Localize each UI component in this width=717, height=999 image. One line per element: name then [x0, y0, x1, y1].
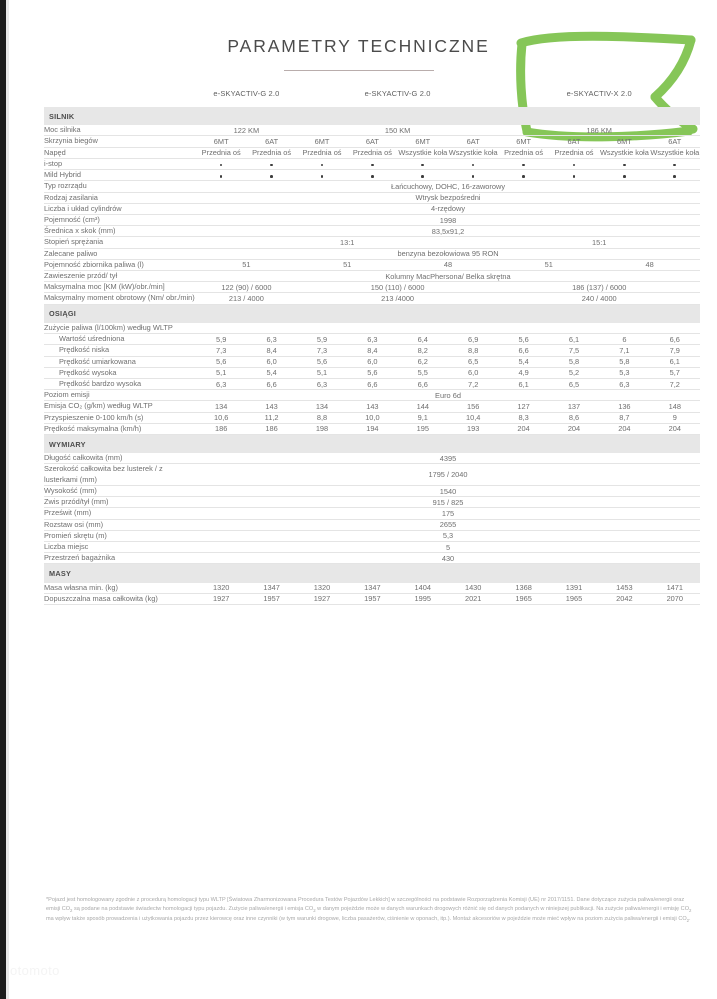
- bullet-icon: [673, 164, 676, 167]
- row-value-10: 7,9: [650, 345, 700, 356]
- page-title: PARAMETRY TECHNICZNE: [227, 36, 490, 56]
- row-value-7: 5,4: [498, 356, 548, 367]
- bullet-icon: [573, 164, 576, 167]
- table-row: [44, 453, 700, 464]
- row-value-8: 204: [549, 423, 599, 434]
- row-value-3: 7,3: [297, 345, 347, 356]
- row-value-group-2: 15:1: [498, 237, 700, 248]
- row-value-full: benzyna bezołowiowa 95 RON: [196, 248, 700, 259]
- row-label: Liczba i układ cylindrów: [44, 203, 196, 214]
- row-value-2: Przednia oś: [246, 147, 296, 158]
- bullet-icon: [321, 164, 324, 167]
- row-value-full: 1998: [196, 214, 700, 225]
- row-value-2: 11,2: [246, 412, 296, 423]
- row-value-4: 6AT: [347, 136, 397, 147]
- row-dot-7: [498, 158, 548, 169]
- row-value-3: 8,8: [297, 412, 347, 423]
- table-row: [44, 158, 700, 169]
- row-value-full: 1540: [196, 485, 700, 496]
- row-value-3: 5,1: [297, 367, 347, 378]
- row-value-3: 1320: [297, 583, 347, 594]
- bullet-icon: [421, 164, 424, 167]
- footnote: [46, 896, 694, 925]
- table-row: [44, 367, 700, 378]
- row-value-7: 6,6: [498, 345, 548, 356]
- row-label: Średnica x skok (mm): [44, 226, 196, 237]
- row-label: Przestrzeń bagażnika: [44, 553, 196, 564]
- row-value-group-3: 186 KM: [498, 125, 700, 136]
- row-value-9: 6,3: [599, 378, 649, 389]
- table-body: [44, 86, 700, 605]
- bullet-icon: [220, 175, 223, 178]
- row-label: Pojemność zbiornika paliwa (l): [44, 259, 196, 270]
- table-row: [44, 170, 700, 181]
- row-dot-1: [196, 158, 246, 169]
- table-row: [44, 553, 700, 564]
- row-value-4: 1957: [347, 593, 397, 604]
- table-row: [44, 334, 700, 345]
- row-dot-2: [246, 170, 296, 181]
- row-label: Pojemność (cm³): [44, 214, 196, 225]
- row-value-2: 6,6: [246, 378, 296, 389]
- table-row: [44, 181, 700, 192]
- row-value-6: 6AT: [448, 136, 498, 147]
- row-dot-6: [448, 158, 498, 169]
- table-row: [44, 378, 700, 389]
- row-label: Długość całkowita (mm): [44, 453, 196, 464]
- row-label: Wartość uśredniona: [44, 334, 196, 345]
- row-value-10: 9: [650, 412, 700, 423]
- row-value-8: 137: [549, 401, 599, 412]
- row-value-7: 127: [498, 401, 548, 412]
- table-row: [44, 271, 700, 282]
- row-label: Prędkość bardzo wysoka: [44, 378, 196, 389]
- row-value-1: 5,1: [196, 367, 246, 378]
- row-value-9: 8,7: [599, 412, 649, 423]
- table-row: [44, 345, 700, 356]
- row-value-group-2: 51: [297, 259, 398, 270]
- row-label: Zawieszenie przód/ tył: [44, 271, 196, 282]
- row-value-10: 7,2: [650, 378, 700, 389]
- row-value-9: 6MT: [599, 136, 649, 147]
- table-row: [44, 282, 700, 293]
- table-row: [44, 583, 700, 594]
- table-row: [44, 519, 700, 530]
- row-label: Prześwit (mm): [44, 508, 196, 519]
- row-value-1: 1320: [196, 583, 246, 594]
- row-value-7: 6,1: [498, 378, 548, 389]
- row-value-full: 5: [196, 542, 700, 553]
- table-row: [44, 293, 700, 304]
- row-value-10: 1471: [650, 583, 700, 594]
- technical-specifications-table: [44, 86, 700, 605]
- row-value-full: 4395: [196, 453, 700, 464]
- row-label: Przyspieszenie 0-100 km/h (s): [44, 412, 196, 423]
- row-value-full: 175: [196, 508, 700, 519]
- row-label: Zalecane paliwo: [44, 248, 196, 259]
- row-value-3: 5,9: [297, 334, 347, 345]
- row-value-group-1: 122 (90) / 6000: [196, 282, 297, 293]
- row-value-1: 134: [196, 401, 246, 412]
- row-value-1: 1927: [196, 593, 246, 604]
- row-value-1: 6,3: [196, 378, 246, 389]
- table-row: [44, 485, 700, 496]
- row-value-9: 5,8: [599, 356, 649, 367]
- row-value-9: 1453: [599, 583, 649, 594]
- table-row: [44, 464, 700, 485]
- row-label: Masa własna min. (kg): [44, 583, 196, 594]
- row-dot-5: [398, 170, 448, 181]
- row-dot-9: [599, 170, 649, 181]
- row-value-empty: [196, 323, 700, 334]
- row-value-9: 136: [599, 401, 649, 412]
- section-title: SILNIK: [44, 107, 700, 125]
- row-value-2: 186: [246, 423, 296, 434]
- row-dot-6: [448, 170, 498, 181]
- row-value-4: 6,6: [347, 378, 397, 389]
- table-row: [44, 248, 700, 259]
- bullet-icon: [321, 175, 324, 178]
- row-label: Zwis przód/tył (mm): [44, 497, 196, 508]
- row-value-7: 5,6: [498, 334, 548, 345]
- model-header-spacer: [44, 86, 196, 107]
- table-row: [44, 147, 700, 158]
- bullet-icon: [270, 175, 273, 178]
- row-dot-1: [196, 170, 246, 181]
- row-value-3: 5,6: [297, 356, 347, 367]
- table-row: [44, 390, 700, 401]
- table-row: [44, 323, 700, 334]
- row-value-6: 2021: [448, 593, 498, 604]
- row-value-group-1: 51: [196, 259, 297, 270]
- row-value-9: 204: [599, 423, 649, 434]
- row-value-3: 134: [297, 401, 347, 412]
- row-value-8: 6,1: [549, 334, 599, 345]
- row-value-2: 1347: [246, 583, 296, 594]
- row-value-group-3: 186 (137) / 6000: [498, 282, 700, 293]
- row-dot-8: [549, 158, 599, 169]
- row-label: Wysokość (mm): [44, 485, 196, 496]
- row-label: Skrzynia biegów: [44, 136, 196, 147]
- row-value-6: 6,9: [448, 334, 498, 345]
- footnote-text-1: *Pojazd jest homologowany zgodnie z procedurą homologacji typu WLTP [Światowa Zharmonizowana Procedura Testów Pojazdów Lekkich] w szczególności na podstawie Rozporządzenia Komisji (UE) nr 2017/1151. Dane dotyczące zużycia paliwa/energii oraz emisji CO: [46, 897, 685, 912]
- model-header-2: e-SKYACTIV-G 2.0: [364, 89, 431, 98]
- row-label: Moc silnika: [44, 125, 196, 136]
- row-value-8: 6AT: [549, 136, 599, 147]
- row-dot-7: [498, 170, 548, 181]
- row-value-1: 6MT: [196, 136, 246, 147]
- row-label: Napęd: [44, 147, 196, 158]
- row-value-2: 6,0: [246, 356, 296, 367]
- table-row: [44, 593, 700, 604]
- table-row: [44, 542, 700, 553]
- row-value-full: Kolumny MacPhersona/ Belka skrętna: [196, 271, 700, 282]
- row-label: Dopuszczalna masa całkowita (kg): [44, 593, 196, 604]
- row-value-group-3: 240 / 4000: [498, 293, 700, 304]
- bullet-icon: [472, 164, 475, 167]
- row-label: Typ rozrządu: [44, 181, 196, 192]
- section-title: WYMIARY: [44, 435, 700, 454]
- row-value-6: 10,4: [448, 412, 498, 423]
- row-value-group-2: 150 KM: [297, 125, 499, 136]
- row-value-group-4: 51: [498, 259, 599, 270]
- table-row: [44, 497, 700, 508]
- row-value-5: 9,1: [398, 412, 448, 423]
- table-row: [44, 226, 700, 237]
- footnote-sub-4: 2: [686, 918, 690, 924]
- row-value-group-1: 122 KM: [196, 125, 297, 136]
- section-header-silnik: [44, 107, 700, 125]
- row-value-3: 1927: [297, 593, 347, 604]
- row-value-full: 5,3: [196, 530, 700, 541]
- row-value-6: 6,5: [448, 356, 498, 367]
- table-row: [44, 530, 700, 541]
- row-value-6: 7,2: [448, 378, 498, 389]
- row-label: Maksymalny moment obrotowy (Nm/ obr./min): [44, 293, 195, 303]
- row-value-10: 5,7: [650, 367, 700, 378]
- row-value-5: 6,2: [398, 356, 448, 367]
- row-value-10: 2070: [650, 593, 700, 604]
- bullet-icon: [421, 175, 424, 178]
- row-value-5: 6,6: [398, 378, 448, 389]
- row-value-4: 1347: [347, 583, 397, 594]
- row-value-5: 144: [398, 401, 448, 412]
- row-value-9: Wszystkie koła: [599, 148, 649, 158]
- section-header-osiągi: [44, 304, 700, 323]
- row-value-10: Wszystkie koła: [650, 148, 700, 158]
- section-header-wymiary: [44, 435, 700, 454]
- row-value-group-1: 213 / 4000: [196, 293, 297, 304]
- row-value-full: Wtrysk bezpośredni: [196, 192, 700, 203]
- row-value-8: 7,5: [549, 345, 599, 356]
- row-label: Prędkość umiarkowana: [44, 356, 196, 367]
- section-title: OSIĄGI: [44, 304, 700, 323]
- row-dot-3: [297, 170, 347, 181]
- bullet-icon: [371, 175, 374, 178]
- table-row: [44, 259, 700, 270]
- row-value-10: 204: [650, 423, 700, 434]
- row-value-group-2: 213 /4000: [297, 293, 499, 304]
- row-label: Szerokość całkowita bez lusterek / z lusterkami (mm): [44, 464, 196, 485]
- bullet-icon: [220, 164, 223, 167]
- row-dot-8: [549, 170, 599, 181]
- row-value-4: 143: [347, 401, 397, 412]
- row-dot-10: [650, 170, 700, 181]
- row-value-7: 6MT: [498, 136, 548, 147]
- row-dot-2: [246, 158, 296, 169]
- row-value-9: 5,3: [599, 367, 649, 378]
- row-value-2: 6AT: [246, 136, 296, 147]
- row-value-6: 1430: [448, 583, 498, 594]
- row-value-8: 8,6: [549, 412, 599, 423]
- row-value-3: Przednia oś: [297, 147, 347, 158]
- row-label: Mild Hybrid: [44, 170, 196, 181]
- table-row: [44, 125, 700, 136]
- footnote-text-4: ma wpływ także sposób prowadzenia i użytkowania pojazdu przez kierowcę oraz inne czynniki (w tym warunki drogowe, liczba pasażerów, ciśnienie w oponach, itp.). Montaż akcesoriów w pojeździe może mieć wpływ na poziom zużycia paliwa/energii i emisji CO: [46, 916, 687, 923]
- row-value-6: 6,0: [448, 367, 498, 378]
- row-value-1: 10,6: [196, 412, 246, 423]
- row-value-2: 1957: [246, 593, 296, 604]
- table-row: [44, 401, 700, 412]
- row-value-7: Przednia oś: [498, 147, 548, 158]
- row-value-7: 1965: [498, 593, 548, 604]
- row-value-10: 6AT: [650, 136, 700, 147]
- row-value-5: 5,5: [398, 367, 448, 378]
- row-value-4: 6,3: [347, 334, 397, 345]
- row-value-10: 6,1: [650, 356, 700, 367]
- row-value-4: 8,4: [347, 345, 397, 356]
- watermark: otomoto: [10, 963, 60, 978]
- row-value-full: 915 / 825: [196, 497, 700, 508]
- page-left-edge-inner: [6, 0, 9, 999]
- row-label: Zużycie paliwa (l/100km) według WLTP: [44, 323, 196, 334]
- row-value-7: 204: [498, 423, 548, 434]
- bullet-icon: [371, 164, 374, 167]
- row-value-full: Łańcuchowy, DOHC, 16-zaworowy: [196, 181, 700, 192]
- row-label: Prędkość niska: [44, 345, 196, 356]
- row-label: i-stop: [44, 158, 196, 169]
- row-value-5: 6MT: [398, 136, 448, 147]
- row-value-3: 198: [297, 423, 347, 434]
- row-value-9: 6: [599, 334, 649, 345]
- model-header-3: e-SKYACTIV-X 2.0: [566, 89, 632, 98]
- row-dot-9: [599, 158, 649, 169]
- row-dot-5: [398, 158, 448, 169]
- footnote-sub-1: 2: [70, 908, 73, 914]
- table-row: [44, 356, 700, 367]
- row-value-5: 8,2: [398, 345, 448, 356]
- table-row: [44, 192, 700, 203]
- row-value-8: 1391: [549, 583, 599, 594]
- footnote-text-3: w danym pojeździe może w danych warunkach drogowych różnić się od danych podanych w niniejszej publikacji. Na zużycie paliwa/energii i emisję CO: [315, 905, 690, 912]
- row-label: Rozstaw osi (mm): [44, 519, 196, 530]
- row-value-4: 6,0: [347, 356, 397, 367]
- row-value-8: 5,8: [549, 356, 599, 367]
- bullet-icon: [623, 175, 626, 178]
- row-value-4: Przednia oś: [347, 147, 397, 158]
- row-value-6: 156: [448, 401, 498, 412]
- row-value-8: 5,2: [549, 367, 599, 378]
- model-header-1: e-SKYACTIV-G 2.0: [213, 89, 280, 98]
- table-row: [44, 214, 700, 225]
- row-label: Stopień sprężania: [44, 237, 196, 248]
- row-value-full: 83,5x91,2: [196, 226, 700, 237]
- row-value-3: 6,3: [297, 378, 347, 389]
- row-value-7: 8,3: [498, 412, 548, 423]
- footnote-sub-2: 2: [313, 908, 316, 914]
- section-header-masy: [44, 564, 700, 583]
- row-value-6: 193: [448, 423, 498, 434]
- row-dot-3: [297, 158, 347, 169]
- table-row: [44, 423, 700, 434]
- row-value-5: 195: [398, 423, 448, 434]
- row-value-1: 5,6: [196, 356, 246, 367]
- row-value-full: 2655: [196, 519, 700, 530]
- footnote-text-2: są podane na podstawie świadectw homologacji typu pojazdu. Zużycie paliwa/energii i emisja CO: [72, 905, 314, 912]
- row-value-10: 148: [650, 401, 700, 412]
- row-value-group-1: 13:1: [196, 237, 498, 248]
- bullet-icon: [573, 175, 576, 178]
- bullet-icon: [472, 175, 475, 178]
- row-value-6: 8,8: [448, 345, 498, 356]
- row-value-full: 1795 / 2040: [196, 464, 700, 485]
- row-value-7: 1368: [498, 583, 548, 594]
- bullet-icon: [673, 175, 676, 178]
- row-value-2: 6,3: [246, 334, 296, 345]
- row-value-1: 5,9: [196, 334, 246, 345]
- table-row: [44, 136, 700, 147]
- bullet-icon: [522, 175, 525, 178]
- row-label: Prędkość maksymalna (km/h): [44, 423, 196, 434]
- row-value-5: Wszystkie koła: [398, 148, 448, 158]
- row-value-6: Wszystkie koła: [448, 148, 498, 158]
- row-label: Rodzaj zasilania: [44, 192, 196, 203]
- table-row: [44, 203, 700, 214]
- row-value-1: 186: [196, 423, 246, 434]
- row-value-5: 1995: [398, 593, 448, 604]
- row-label: Liczba miejsc: [44, 542, 196, 553]
- row-value-full: 430: [196, 553, 700, 564]
- table-row: [44, 237, 700, 248]
- row-value-full: 4-rzędowy: [196, 203, 700, 214]
- title-divider: [284, 70, 434, 71]
- row-value-5: 1404: [398, 583, 448, 594]
- row-label: Promień skrętu (m): [44, 530, 196, 541]
- row-value-full: Euro 6d: [196, 390, 700, 401]
- row-value-group-2: 150 (110) / 6000: [297, 282, 499, 293]
- bullet-icon: [270, 164, 273, 167]
- model-header-row: [44, 86, 700, 107]
- row-value-3: 6MT: [297, 136, 347, 147]
- row-value-1: Przednia oś: [196, 147, 246, 158]
- row-value-1: 7,3: [196, 345, 246, 356]
- row-label: Emisja CO₂ (g/km) według WLTP: [44, 401, 196, 412]
- row-value-8: 6,5: [549, 378, 599, 389]
- row-value-9: 7,1: [599, 345, 649, 356]
- row-value-10: 6,6: [650, 334, 700, 345]
- row-value-group-5: 48: [599, 259, 700, 270]
- row-value-9: 2042: [599, 593, 649, 604]
- row-value-2: 8,4: [246, 345, 296, 356]
- row-label: Poziom emisji: [44, 390, 196, 401]
- row-dot-4: [347, 170, 397, 181]
- section-title: MASY: [44, 564, 700, 583]
- footnote-sub-3: 2: [689, 908, 692, 914]
- table-row: [44, 412, 700, 423]
- row-value-4: 10,0: [347, 412, 397, 423]
- row-dot-10: [650, 158, 700, 169]
- row-dot-4: [347, 158, 397, 169]
- row-value-4: 194: [347, 423, 397, 434]
- footnote-text-end: .: [689, 916, 691, 923]
- row-label: Prędkość wysoka: [44, 367, 196, 378]
- row-value-7: 4,9: [498, 367, 548, 378]
- row-value-2: 5,4: [246, 367, 296, 378]
- row-label: Maksymalna moc [KM (kW)/obr./min]: [44, 282, 196, 293]
- bullet-icon: [623, 164, 626, 167]
- row-value-8: 1965: [549, 593, 599, 604]
- row-value-2: 143: [246, 401, 296, 412]
- row-value-8: Przednia oś: [549, 147, 599, 158]
- row-value-group-3: 48: [398, 259, 499, 270]
- row-value-4: 5,6: [347, 367, 397, 378]
- table-row: [44, 508, 700, 519]
- bullet-icon: [522, 164, 525, 167]
- page-title-block: [0, 36, 717, 71]
- row-value-5: 6,4: [398, 334, 448, 345]
